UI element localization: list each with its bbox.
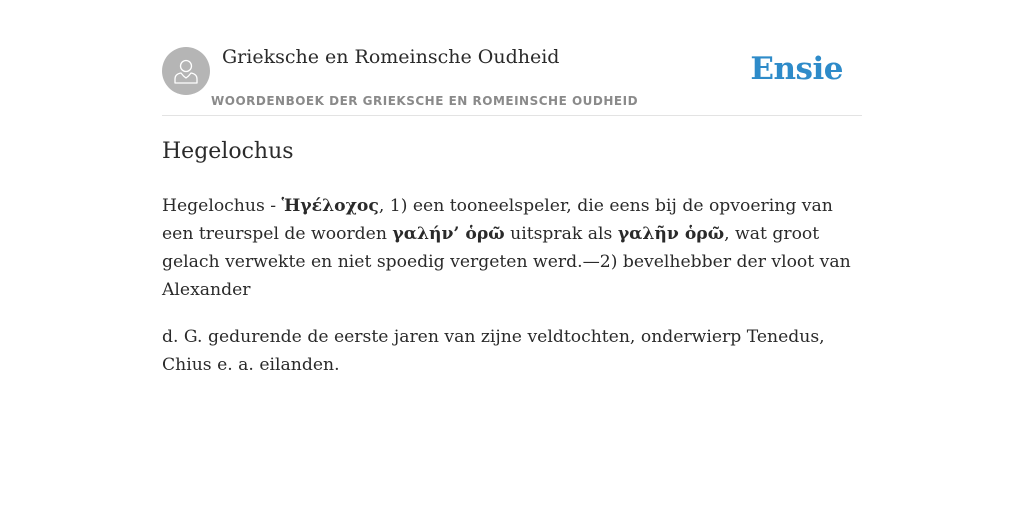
entry-text: , wat groot gelach verwekte en niet spoedig vergeten werd.—2) bevelhebber der vloot van Alexander <box>162 224 851 300</box>
entry-paragraph-2: d. G. gedurende de eerste jaren van zijne veldtochten, onderwierp Tenedus, Chius e. a. eilanden. <box>162 327 825 375</box>
site-title[interactable]: Grieksche en Romeinsche Oudheid <box>222 46 560 68</box>
entry-paragraph-1 <box>162 192 862 304</box>
entry-text: , 1) een tooneelspeler, die eens bij de opvoering van een treurspel de woorden <box>162 196 833 244</box>
site-subtitle: WOORDENBOEK DER GRIEKSCHE EN ROMEINSCHE OUDHEID <box>211 94 639 108</box>
greek-term: Ἡγέλοχος <box>281 196 379 216</box>
greek-term: γαλήν’ ὁρῶ <box>392 224 505 244</box>
entry-text: uitsprak als <box>504 224 618 244</box>
user-outline-icon <box>171 56 201 86</box>
entry-body <box>162 192 872 398</box>
entry-text: Hegelochus - <box>162 196 282 216</box>
user-avatar-icon[interactable] <box>162 47 210 95</box>
ensie-logo[interactable]: Ensie <box>750 51 843 87</box>
greek-term: γαλῆν ὁρῶ <box>617 224 725 244</box>
entry-title: Hegelochus <box>162 139 294 164</box>
site-header <box>162 36 862 116</box>
